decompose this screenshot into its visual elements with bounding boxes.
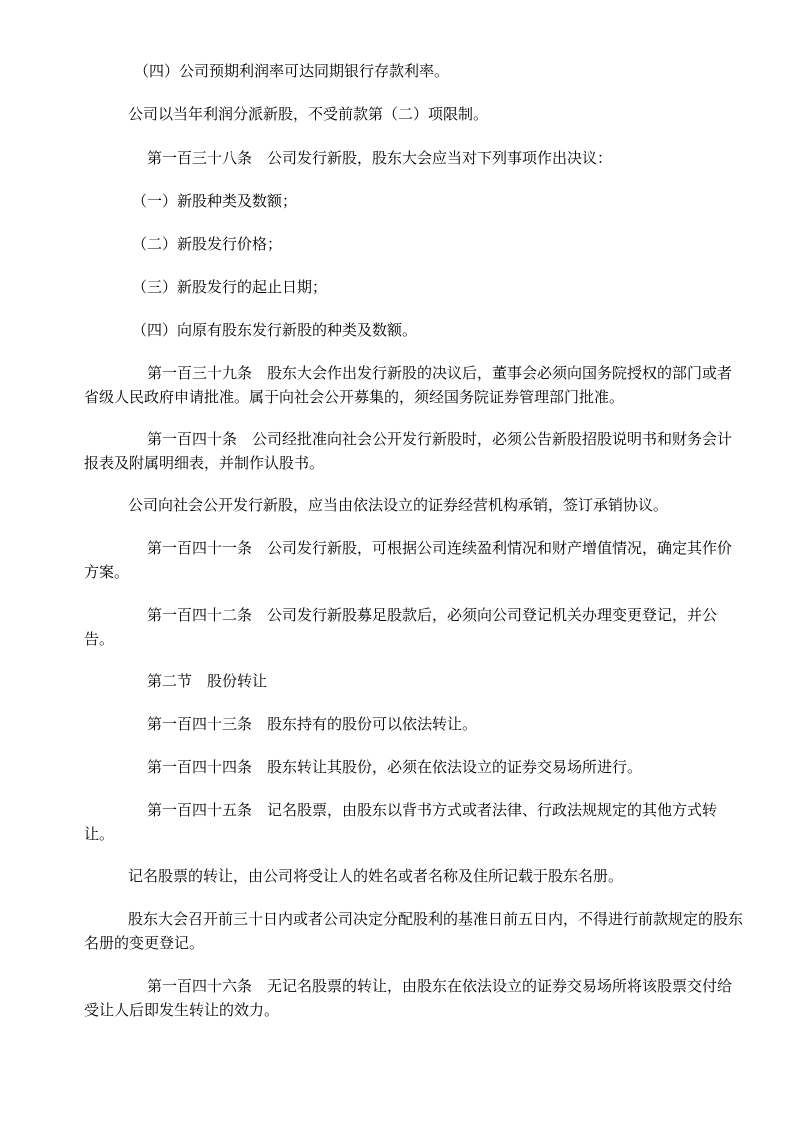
paragraph-profit-dividend: 公司以当年利润分派新股，不受前款第（二）项限制。 (128, 105, 489, 123)
article-139: 第一百三十九条 股东大会作出发行新股的决议后，董事会必须向国务院授权的部门或者省级人民政府申请批准。属于向社会公开募集的，须经国务院证券管理部门批准。 (84, 364, 733, 406)
paragraph-registered-share-transfer: 记名股票的转让，由公司将受让人的姓名或者名称及住所记载于股东名册。 (128, 867, 624, 885)
article-144: 第一百四十四条 股东转让其股份，必须在依法设立的证券交易场所进行。 (147, 758, 643, 776)
article-142: 第一百四十二条 公司发行新股募足股款后，必须向公司登记机关办理变更登记，并公告。 (84, 606, 718, 648)
article-143: 第一百四十三条 股东持有的股份可以依法转让。 (147, 715, 478, 733)
list-item-issue-dates: （三）新股发行的起止日期； (132, 278, 328, 296)
list-item-share-type: （一）新股种类及数额； (132, 192, 298, 210)
section-heading-share-transfer: 第二节 股份转让 (147, 672, 268, 690)
article-145: 第一百四十五条 记名股票，由股东以背书方式或者法律、行政法规规定的其他方式转让。 (84, 801, 718, 843)
list-item-existing-shareholders: （四）向原有股东发行新股的种类及数额。 (132, 321, 418, 339)
list-item-issue-price: （二）新股发行价格； (132, 235, 283, 253)
article-138: 第一百三十八条 公司发行新股，股东大会应当对下列事项作出决议： (147, 149, 613, 167)
paragraph-register-freeze: 股东大会召开前三十日内或者公司决定分配股利的基准日前五日内，不得进行前款规定的股东名册的变更登记。 (84, 910, 744, 952)
article-146: 第一百四十六条 无记名股票的转让，由股东在依法设立的证券交易场所将该股票交付给受让人后即发生转让的效力。 (84, 977, 733, 1019)
article-140: 第一百四十条 公司经批准向社会公开发行新股时，必须公告新股招股说明书和财务会计报表及附属明细表，并制作认股书。 (84, 430, 733, 472)
paragraph-interest-rate: （四）公司预期利润率可达同期银行存款利率。 (134, 62, 450, 80)
article-141: 第一百四十一条 公司发行新股，可根据公司连续盈利情况和财产增值情况，确定其作价方案。 (84, 539, 733, 581)
paragraph-underwriting: 公司向社会公开发行新股，应当由依法设立的证券经营机构承销，签订承销协议。 (128, 496, 669, 514)
